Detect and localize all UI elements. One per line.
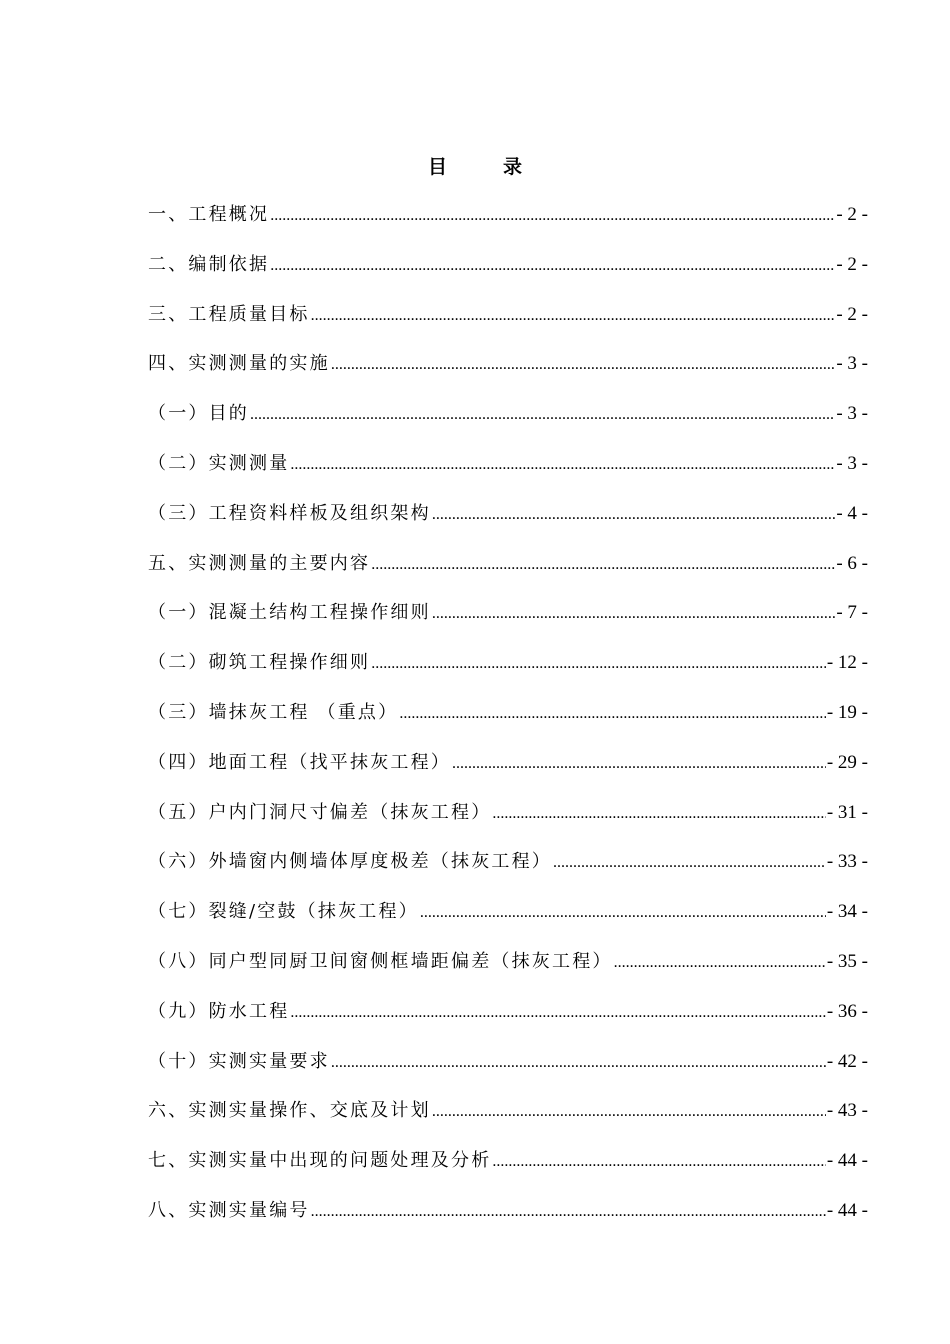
- toc-entry-label: （三）墙抹灰工程 （重点）: [148, 701, 399, 723]
- toc-entry-label: 一、工程概况: [148, 204, 270, 225]
- toc-entry[interactable]: [148, 946, 868, 996]
- dot-leader: [452, 748, 826, 780]
- toc-entry[interactable]: [148, 647, 868, 697]
- toc-entry-page: - 19 -: [826, 701, 868, 723]
- toc-entry[interactable]: [148, 747, 868, 797]
- toc-title: [0, 152, 950, 179]
- toc-entry[interactable]: [148, 846, 868, 896]
- toc-entry-page: - 44 -: [826, 1150, 868, 1172]
- toc-entry[interactable]: [148, 498, 868, 548]
- toc-entry-page: - 42 -: [826, 1050, 868, 1072]
- toc-entry-page: - 6 -: [836, 552, 868, 574]
- dot-leader: [432, 1096, 826, 1128]
- dot-leader: [270, 250, 835, 282]
- toc-entry[interactable]: [148, 597, 868, 647]
- dot-leader: [290, 449, 835, 481]
- toc-entry-page: - 43 -: [826, 1100, 868, 1122]
- dot-leader: [420, 897, 826, 929]
- dot-leader: [331, 349, 836, 381]
- toc-entry[interactable]: [148, 697, 868, 747]
- toc-entry-page: - 2 -: [836, 303, 868, 325]
- toc-entry-page: - 36 -: [826, 1000, 868, 1022]
- toc-entry-page: - 2 -: [836, 253, 868, 275]
- dot-leader: [311, 300, 836, 332]
- toc-entry-label: （四）地面工程（找平抹灰工程）: [148, 751, 451, 773]
- toc-entry-page: - 3 -: [836, 353, 868, 375]
- dot-leader: [492, 798, 825, 830]
- dot-leader: [371, 549, 835, 581]
- toc-entry-page: - 29 -: [826, 751, 868, 773]
- toc-entry-label: 八、实测实量编号: [148, 1199, 310, 1221]
- dot-leader: [614, 947, 826, 979]
- toc-entry[interactable]: [148, 896, 868, 946]
- toc-entry[interactable]: [148, 448, 868, 498]
- toc-entry-label: （八）同户型同厨卫间窗侧框墙距偏差（抹灰工程）: [148, 950, 613, 972]
- toc-entry-page: - 31 -: [826, 801, 868, 823]
- dot-leader: [492, 1146, 825, 1178]
- toc-entry-label: （一）混凝土结构工程操作细则: [148, 602, 431, 624]
- dot-leader: [270, 200, 835, 232]
- toc-entry-label: （六）外墙窗内侧墙体厚度极差（抹灰工程）: [148, 851, 552, 873]
- toc-entry[interactable]: [148, 299, 868, 349]
- dot-leader: [331, 1047, 826, 1079]
- toc-title-right: 录: [503, 156, 523, 178]
- dot-leader: [432, 598, 836, 630]
- toc-entry[interactable]: [148, 348, 868, 398]
- toc-list: [148, 199, 868, 1245]
- toc-entry[interactable]: [148, 1145, 868, 1195]
- dot-leader: [432, 499, 836, 531]
- toc-entry[interactable]: [148, 996, 868, 1046]
- toc-entry-label: 二、编制依据: [148, 253, 270, 275]
- toc-entry-page: - 35 -: [826, 950, 868, 972]
- toc-entry-label: 三、工程质量目标: [148, 303, 310, 325]
- toc-entry-label: （十）实测实量要求: [148, 1050, 330, 1072]
- toc-entry[interactable]: [148, 199, 868, 249]
- dot-leader: [399, 698, 826, 730]
- dot-leader: [371, 648, 826, 680]
- toc-title-left: 目: [427, 156, 447, 178]
- dot-leader: [311, 1196, 826, 1228]
- toc-entry-label: （九）防水工程: [148, 1000, 290, 1022]
- toc-entry-page: - 4 -: [836, 502, 868, 524]
- toc-entry-label: （五）户内门洞尺寸偏差（抹灰工程）: [148, 801, 492, 823]
- toc-entry-page: - 7 -: [836, 602, 868, 624]
- toc-entry-page: - 3 -: [836, 403, 868, 425]
- toc-entry-page: - 34 -: [826, 901, 868, 923]
- toc-entry-page: - 44 -: [826, 1199, 868, 1221]
- dot-leader: [250, 399, 835, 431]
- toc-entry-label: 四、实测测量的实施: [148, 353, 330, 375]
- toc-entry[interactable]: [148, 249, 868, 299]
- toc-entry-page: - 33 -: [826, 851, 868, 873]
- toc-entry-label: 六、实测实量操作、交底及计划: [148, 1100, 431, 1122]
- toc-entry[interactable]: [148, 548, 868, 598]
- toc-entry-label: （三）工程资料样板及组织架构: [148, 502, 431, 524]
- toc-entry-label: （二）实测测量: [148, 452, 290, 474]
- toc-entry-label: （二）砌筑工程操作细则: [148, 652, 371, 674]
- toc-entry[interactable]: [148, 398, 868, 448]
- toc-entry-page: - 12 -: [826, 652, 868, 674]
- dot-leader: [553, 847, 826, 879]
- toc-entry[interactable]: [148, 797, 868, 847]
- toc-entry-page: - 2 -: [836, 204, 868, 225]
- toc-entry-label: （七）裂缝/空鼓（抹灰工程）: [148, 901, 419, 923]
- toc-entry[interactable]: [148, 1095, 868, 1145]
- toc-entry[interactable]: [148, 1046, 868, 1096]
- dot-leader: [290, 997, 825, 1029]
- toc-entry-label: （一）目的: [148, 403, 249, 425]
- toc-entry[interactable]: [148, 1195, 868, 1245]
- toc-entry-label: 七、实测实量中出现的问题处理及分析: [148, 1150, 492, 1172]
- toc-entry-label: 五、实测测量的主要内容: [148, 552, 371, 574]
- toc-entry-page: - 3 -: [836, 452, 868, 474]
